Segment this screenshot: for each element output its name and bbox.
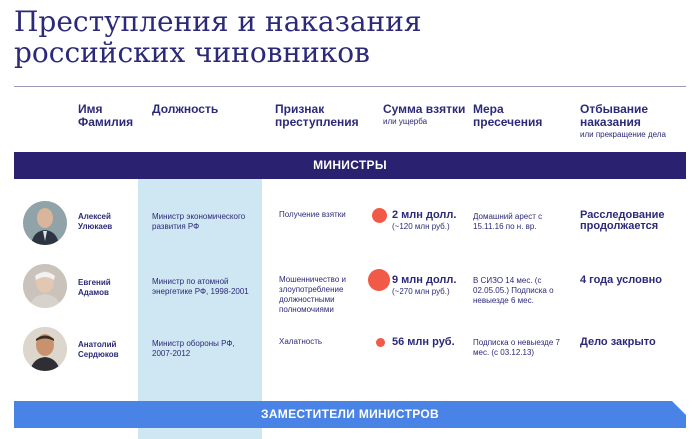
- measure-cell: В СИЗО 14 мес. (с 02.05.05.) Подписка о невыезде 6 мес.: [473, 276, 554, 305]
- column-header-measure: Мера пресечения: [473, 102, 543, 129]
- person-photo-icon: [23, 327, 67, 371]
- last-name: Адамов: [78, 288, 109, 297]
- column-header-sum-label: Сумма взятки: [383, 102, 466, 116]
- person-name: [78, 340, 119, 360]
- person-photo-icon: [23, 264, 67, 308]
- bribe-amount-dot: [372, 208, 387, 223]
- sum-rub-cell: (~270 млн руб.): [392, 287, 450, 296]
- page-title: [14, 6, 422, 68]
- column-header-position: Должность: [152, 102, 219, 116]
- position-cell: Министр по атомной энергетике РФ, 1998-2001: [152, 277, 249, 296]
- person-name: [78, 212, 112, 232]
- first-name: Алексей: [78, 212, 111, 221]
- outcome-cell: 4 года условно: [580, 274, 662, 286]
- person-name: [78, 278, 111, 298]
- column-header-sum: [383, 103, 471, 128]
- sum-rub-cell: (~120 млн руб.): [392, 222, 450, 231]
- avatar: [23, 264, 67, 308]
- position-cell: Министр экономического развития РФ: [152, 212, 246, 231]
- crime-cell: Мошенничество и злоупотребление должностными полномочиями: [279, 275, 346, 314]
- bribe-amount-dot: [368, 269, 390, 291]
- page-title-line2: российских чиновников: [14, 36, 370, 69]
- last-name: Сердюков: [78, 350, 119, 359]
- first-name: Евгений: [78, 278, 111, 287]
- outcome-cell: Расследование продолжается: [580, 209, 665, 232]
- column-header-crime: Признак преступления: [275, 102, 359, 129]
- column-header-name: Имя Фамилия: [78, 102, 134, 129]
- measure-cell: Подписка о невыезде 7 мес. (с 03.12.13): [473, 338, 560, 357]
- title-divider: [14, 86, 686, 87]
- section-band-deputies: ЗАМЕСТИТЕЛИ МИНИСТРОВ: [14, 401, 686, 428]
- band-corner-fold: [672, 401, 686, 415]
- measure-cell: Домашний арест с 15.11.16 по н. вр.: [473, 212, 543, 231]
- avatar: [23, 201, 67, 245]
- column-header-outcome-note: или прекращение дела: [580, 130, 666, 139]
- page-title-line1: Преступления и наказания: [14, 5, 422, 38]
- column-header-outcome-label: Отбывание наказания: [580, 102, 649, 129]
- person-photo-icon: [23, 201, 67, 245]
- first-name: Анатолий: [78, 340, 117, 349]
- sum-cell: 9 млн долл.: [392, 274, 457, 286]
- column-header-sum-note: или ущерба: [383, 117, 428, 126]
- position-cell: Министр обороны РФ, 2007-2012: [152, 339, 235, 358]
- outcome-cell: Дело закрыто: [580, 336, 656, 348]
- sum-cell: 2 млн долл.: [392, 209, 457, 221]
- section-band-ministers: МИНИСТРЫ: [14, 152, 686, 179]
- column-header-outcome: [580, 103, 690, 141]
- last-name: Улюкаев: [78, 222, 113, 231]
- avatar: [23, 327, 67, 371]
- crime-cell: Получение взятки: [279, 210, 346, 219]
- bribe-amount-dot: [376, 338, 385, 347]
- sum-cell: 56 млн руб.: [392, 336, 455, 348]
- crime-cell: Халатность: [279, 337, 323, 346]
